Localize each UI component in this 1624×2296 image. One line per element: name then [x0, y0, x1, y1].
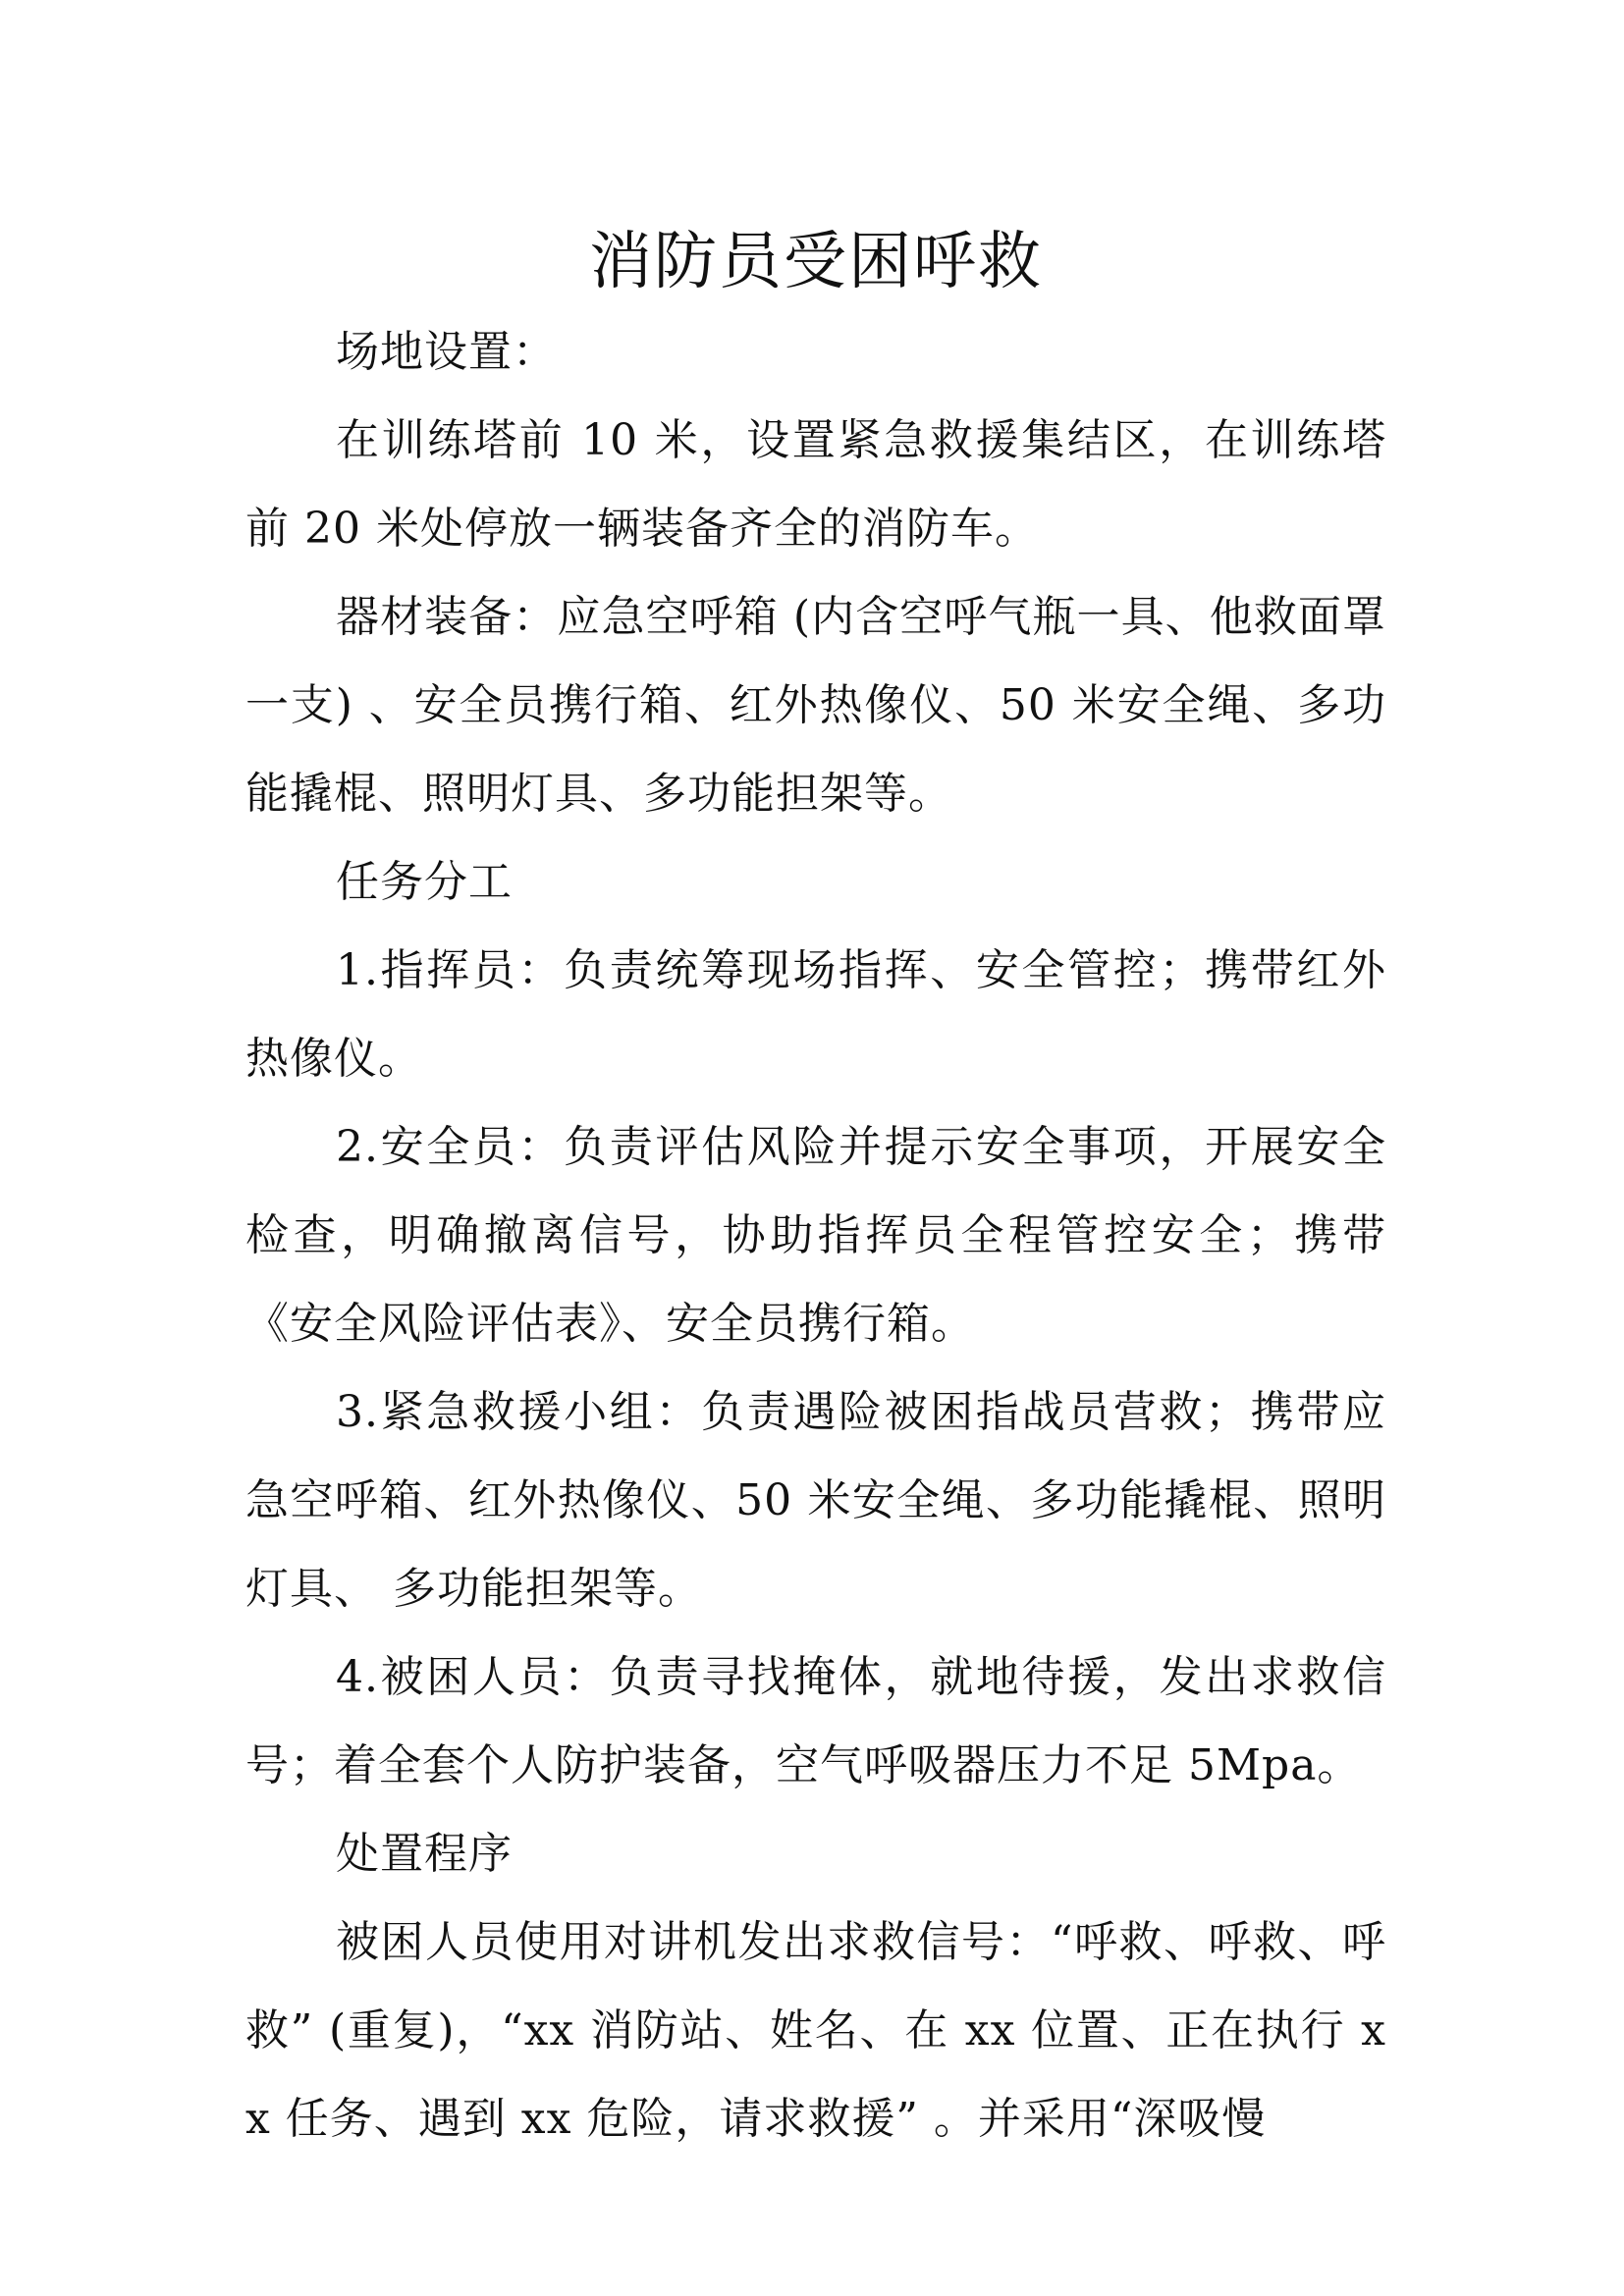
paragraph-site-setup: 在训练塔前 10 米，设置紧急救援集结区，在训练塔前 20 米处停放一辆装备齐全的消防车。 — [245, 415, 1386, 554]
paragraph-site-setup-heading: 场地设置： — [336, 327, 557, 377]
paragraph-task-division-heading: 任务分工 — [336, 857, 513, 907]
paragraph-safety-officer: 2.安全员：负责评估风险并提示安全事项，开展安全检查，明确撤离信号，协助指挥员全程管控安全；携带《安全风险评估表》、安全员携行箱。 — [245, 1122, 1386, 1349]
paragraph-equipment: 器材装备：应急空呼箱 (内含空呼气瓶一具、他救面罩一支) 、安全员携行箱、红外热像仪、50 米安全绳、多功能撬棍、照明灯具、多功能担架等。 — [245, 592, 1386, 819]
paragraph-procedure: 被困人员使用对讲机发出求救信号：“呼救、呼救、呼救” (重复)，“xx 消防站、姓名、在 xx 位置、正在执行 xx 任务、遇到 xx 危险，请求救援” 。并采用“深吸慢 — [245, 1917, 1386, 2144]
document-page — [245, 218, 1386, 2163]
paragraph-commander: 1.指挥员：负责统筹现场指挥、安全管控；携带红外热像仪。 — [245, 945, 1386, 1084]
document-title: 消防员受困呼救 — [589, 226, 1043, 298]
paragraph-rescue-team: 3.紧急救援小组：负责遇险被困指战员营救；携带应急空呼箱、红外热像仪、50 米安全绳、多功能撬棍、照明灯具、 多功能担架等。 — [245, 1387, 1386, 1614]
paragraph-trapped-person: 4.被困人员：负责寻找掩体，就地待援，发出求救信号；着全套个人防护装备，空气呼吸器压力不足 5Mpa。 — [245, 1652, 1386, 1790]
paragraph-procedure-heading: 处置程序 — [336, 1829, 513, 1879]
